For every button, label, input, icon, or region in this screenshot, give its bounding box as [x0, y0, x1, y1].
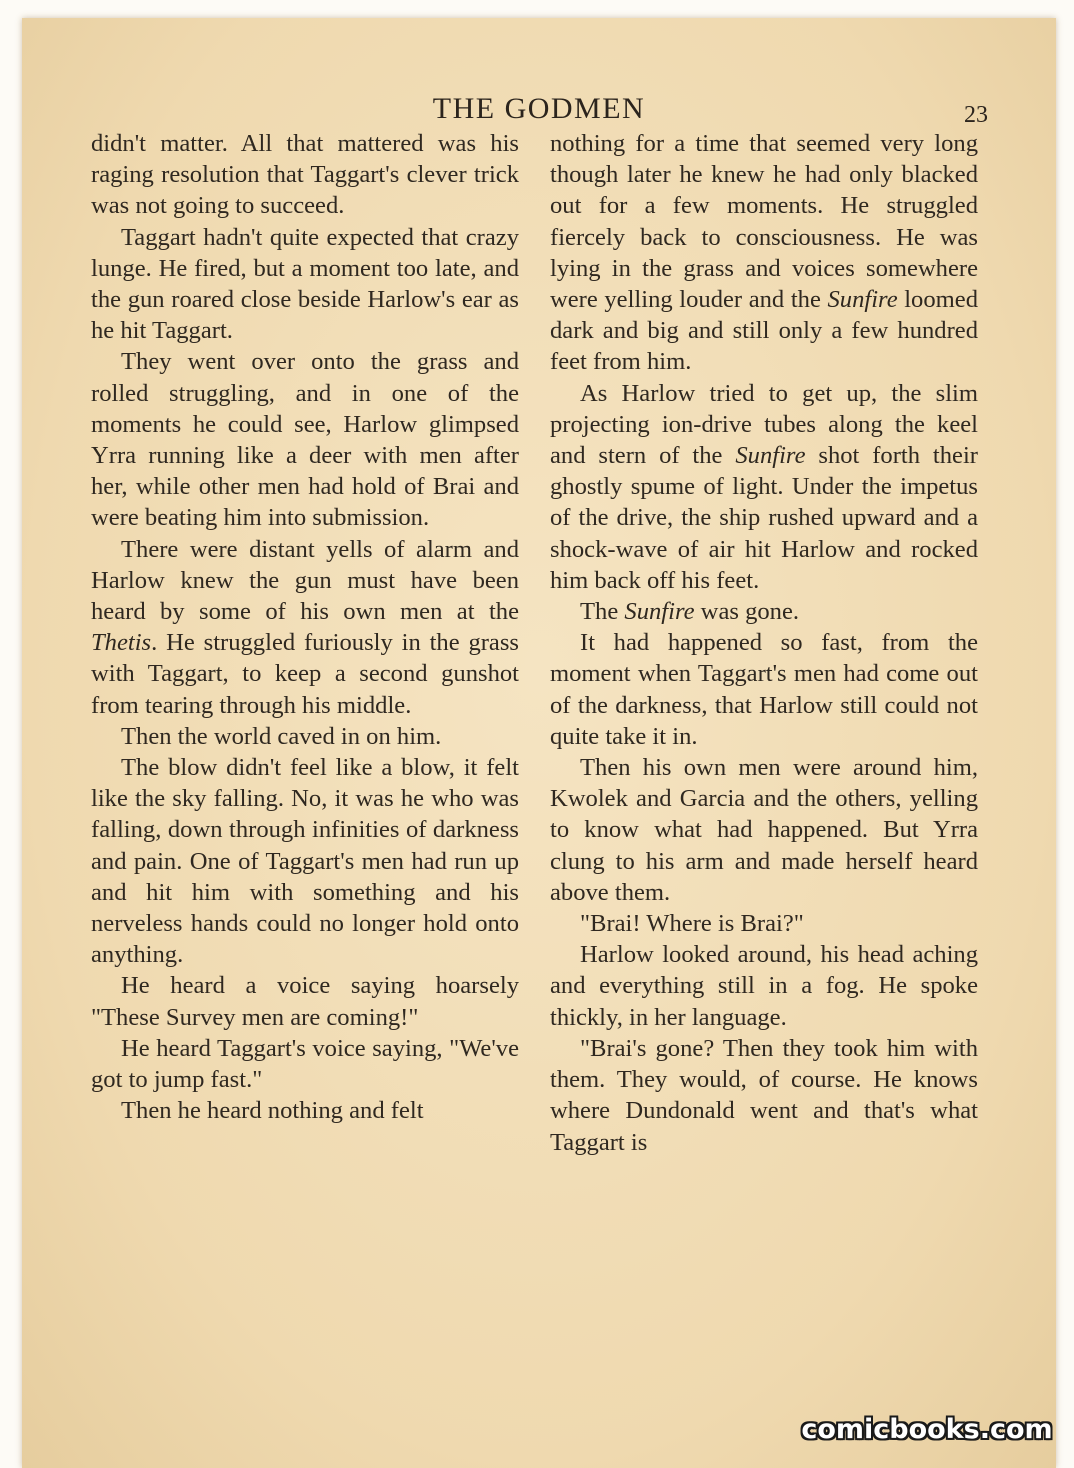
paragraph	[550, 128, 978, 378]
paragraph	[91, 534, 519, 721]
paragraph	[550, 596, 978, 627]
watermark-logo: comicbooks.com	[801, 1414, 1053, 1445]
ship-name: Sunfire	[735, 442, 806, 470]
paragraph: didn't matter. All that mattered was his raging resolution that Taggart's clever trick was not going to succeed.	[91, 130, 519, 220]
paragraph: The blow didn't feel like a blow, it felt like the sky falling. No, it was he who was falling, down through infinities of darkness and pain. One of Taggart's men had run up and hit him with something and his nerveless hands could no longer hold onto anything.	[91, 754, 519, 969]
text-run: As Harlow tried to get up, the slim projecting ion-drive tubes along the keel and stern of the	[550, 379, 978, 470]
text-run: . He struggled furiously in the grass with Taggart, to keep a second gunshot from tearing through his middle.	[91, 629, 519, 719]
ship-name: Sunfire	[624, 598, 695, 626]
text-run: was gone.	[694, 598, 800, 626]
text-run: loomed dark and big and still only a few hundred feet from him.	[550, 286, 978, 376]
running-title: THE GODMEN	[432, 92, 646, 125]
paragraph: He heard Taggart's voice saying, "We've got to jump fast."	[91, 1034, 519, 1094]
paragraph: It had happened so fast, from the moment when Taggart's men had come out of the darkness, that Harlow still could not quite take it in.	[550, 629, 978, 750]
page-number: 23	[964, 102, 988, 128]
paragraph: Then his own men were around him, Kwolek and Garcia and the others, yelling to know what had happened. But Yrra clung to his arm and made herself heard above them.	[550, 754, 978, 906]
ship-name: Thetis	[91, 629, 152, 657]
paragraph: They went over onto the grass and rolled struggling, and in one of the moments he could see, Harlow glimpsed Yrra running like a deer with men after her, while other men had hold of Brai and were beating him into submission.	[91, 348, 519, 532]
paragraph: Harlow looked around, his head aching and everything still in a fog. He spoke thickly, in her language.	[550, 941, 978, 1031]
paragraph: He heard a voice saying hoarsely "These Survey men are coming!"	[91, 972, 519, 1031]
ship-name: Sunfire	[827, 286, 898, 314]
paragraph: "Brai's gone? Then they took him with them. They would, of course. He knows where Dundonald went and that's what Taggart is	[550, 1034, 978, 1156]
text-run: shot forth their ghostly spume of light. Under the impetus of the drive, the ship rushed upward and a shock-wave of air hit Harlow and rocked him back off his feet.	[550, 442, 978, 594]
right-column	[550, 128, 978, 1158]
paragraph	[550, 378, 978, 596]
text-run: There were distant yells of alarm and Harlow knew the gun must have been heard by some of his own men at the	[91, 535, 519, 626]
text-run: The	[580, 598, 625, 626]
paragraph: Then the world caved in on him.	[121, 722, 442, 750]
left-column	[91, 128, 519, 1127]
paragraph: "Brai! Where is Brai?"	[580, 910, 804, 938]
text-run: nothing for a time that seemed very long though later he knew he had only blacked out for a few moments. He struggled fiercely back to consciousness. He was lying in the grass and voices somewhere were yelling louder and the	[550, 130, 978, 314]
paragraph: Then he heard nothing and felt	[121, 1097, 424, 1125]
paragraph: Taggart hadn't quite expected that crazy lunge. He fired, but a moment too late, and the gun roared close beside Harlow's ear as he hit Taggart.	[91, 223, 519, 345]
